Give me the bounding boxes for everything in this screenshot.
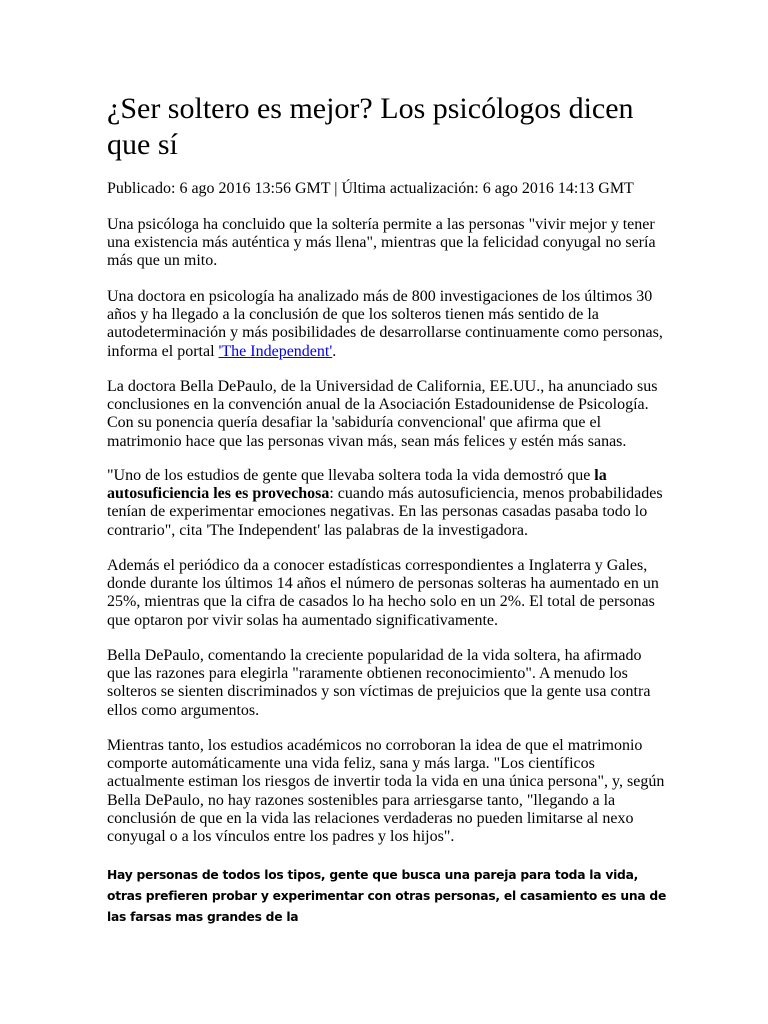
- paragraph-5: Además el periódico da a conocer estadísticas correspondientes a Inglaterra y Gales, donde durante los últimos 14 años el número de personas solteras ha aumentado en un 25%, mientras que la cifra de casados lo ha hecho solo en un 2%. El total de personas que optaron por vivir solas ha aumentado significativamente.: [107, 557, 659, 629]
- paragraph-1: Una psicóloga ha concluido que la soltería permite a las personas "vivir mejor y tener una existencia más auténtica y más llena", mientras que la felicidad conyugal no sería más que un mito.: [107, 216, 656, 270]
- reader-comment: Hay personas de todos los tipos, gente que busca una pareja para toda la vida, otras prefieren probar y experimentar con otras personas, el casamiento es una de las farsas mas grandes de la: [107, 868, 667, 924]
- paragraph-2-text: Una doctora en psicología ha analizado más de 800 investigaciones de los últimos 30 años y ha llegado a la conclusión de que los solteros tienen más sentido de la autodeterminación y más posibilidades de desarrollarse continuamente como personas, informa el portal: [107, 288, 663, 360]
- paragraph-6: Bella DePaulo, comentando la creciente popularidad de la vida soltera, ha afirmado que las razones para elegirla "raramente obtienen reconocimiento". A menudo los solteros se sienten discriminados y son víctimas de prejuicios que la gente usa contra ellos como argumentos.: [107, 647, 651, 719]
- the-independent-link[interactable]: 'The Independent': [218, 342, 333, 360]
- publication-meta: Publicado: 6 ago 2016 13:56 GMT | Última actualización: 6 ago 2016 14:13 GMT: [107, 180, 634, 197]
- article-title: ¿Ser soltero es mejor? Los psicólogos dicen que sí: [107, 92, 634, 161]
- paragraph-4-start: "Uno de los estudios de gente que llevaba soltera toda la vida demostró que: [107, 467, 595, 484]
- paragraph-2: [107, 288, 667, 361]
- paragraph-4-bold: la autosuficiencia les es provechosa: [107, 467, 607, 503]
- paragraph-3: La doctora Bella DePaulo, de la Universidad de California, EE.UU., ha anunciado sus conclusiones en la convención anual de la Asociación Estadounidense de Psicología. Con su ponencia quería desafiar la 'sabiduría convencional' que afirma que el matrimonio hace que las personas vivan más, sean más felices y estén más sanas.: [107, 378, 658, 450]
- paragraph-2-end: .: [332, 342, 337, 360]
- paragraph-4-end: : cuando más autosuficiencia, menos probabilidades tenían de experimentar emociones negativas. En las personas casadas pasaba todo lo contrario", cita 'The Independent' las palabras de la investigadora.: [107, 485, 663, 539]
- paragraph-4: [107, 467, 667, 540]
- paragraph-7: Mientras tanto, los estudios académicos no corroboran la idea de que el matrimonio comporte automáticamente una vida feliz, sana y más larga. "Los científicos actualmente estiman los riesgos de invertir toda la vida en una única persona", y, según Bella DePaulo, no hay razones sostenibles para arriesgarse tanto, "llegando a la conclusión de que en la vida las relaciones verdaderas no pueden limitarse al nexo conyugal o a los vínculos entre los padres y los hijos".: [107, 737, 665, 846]
